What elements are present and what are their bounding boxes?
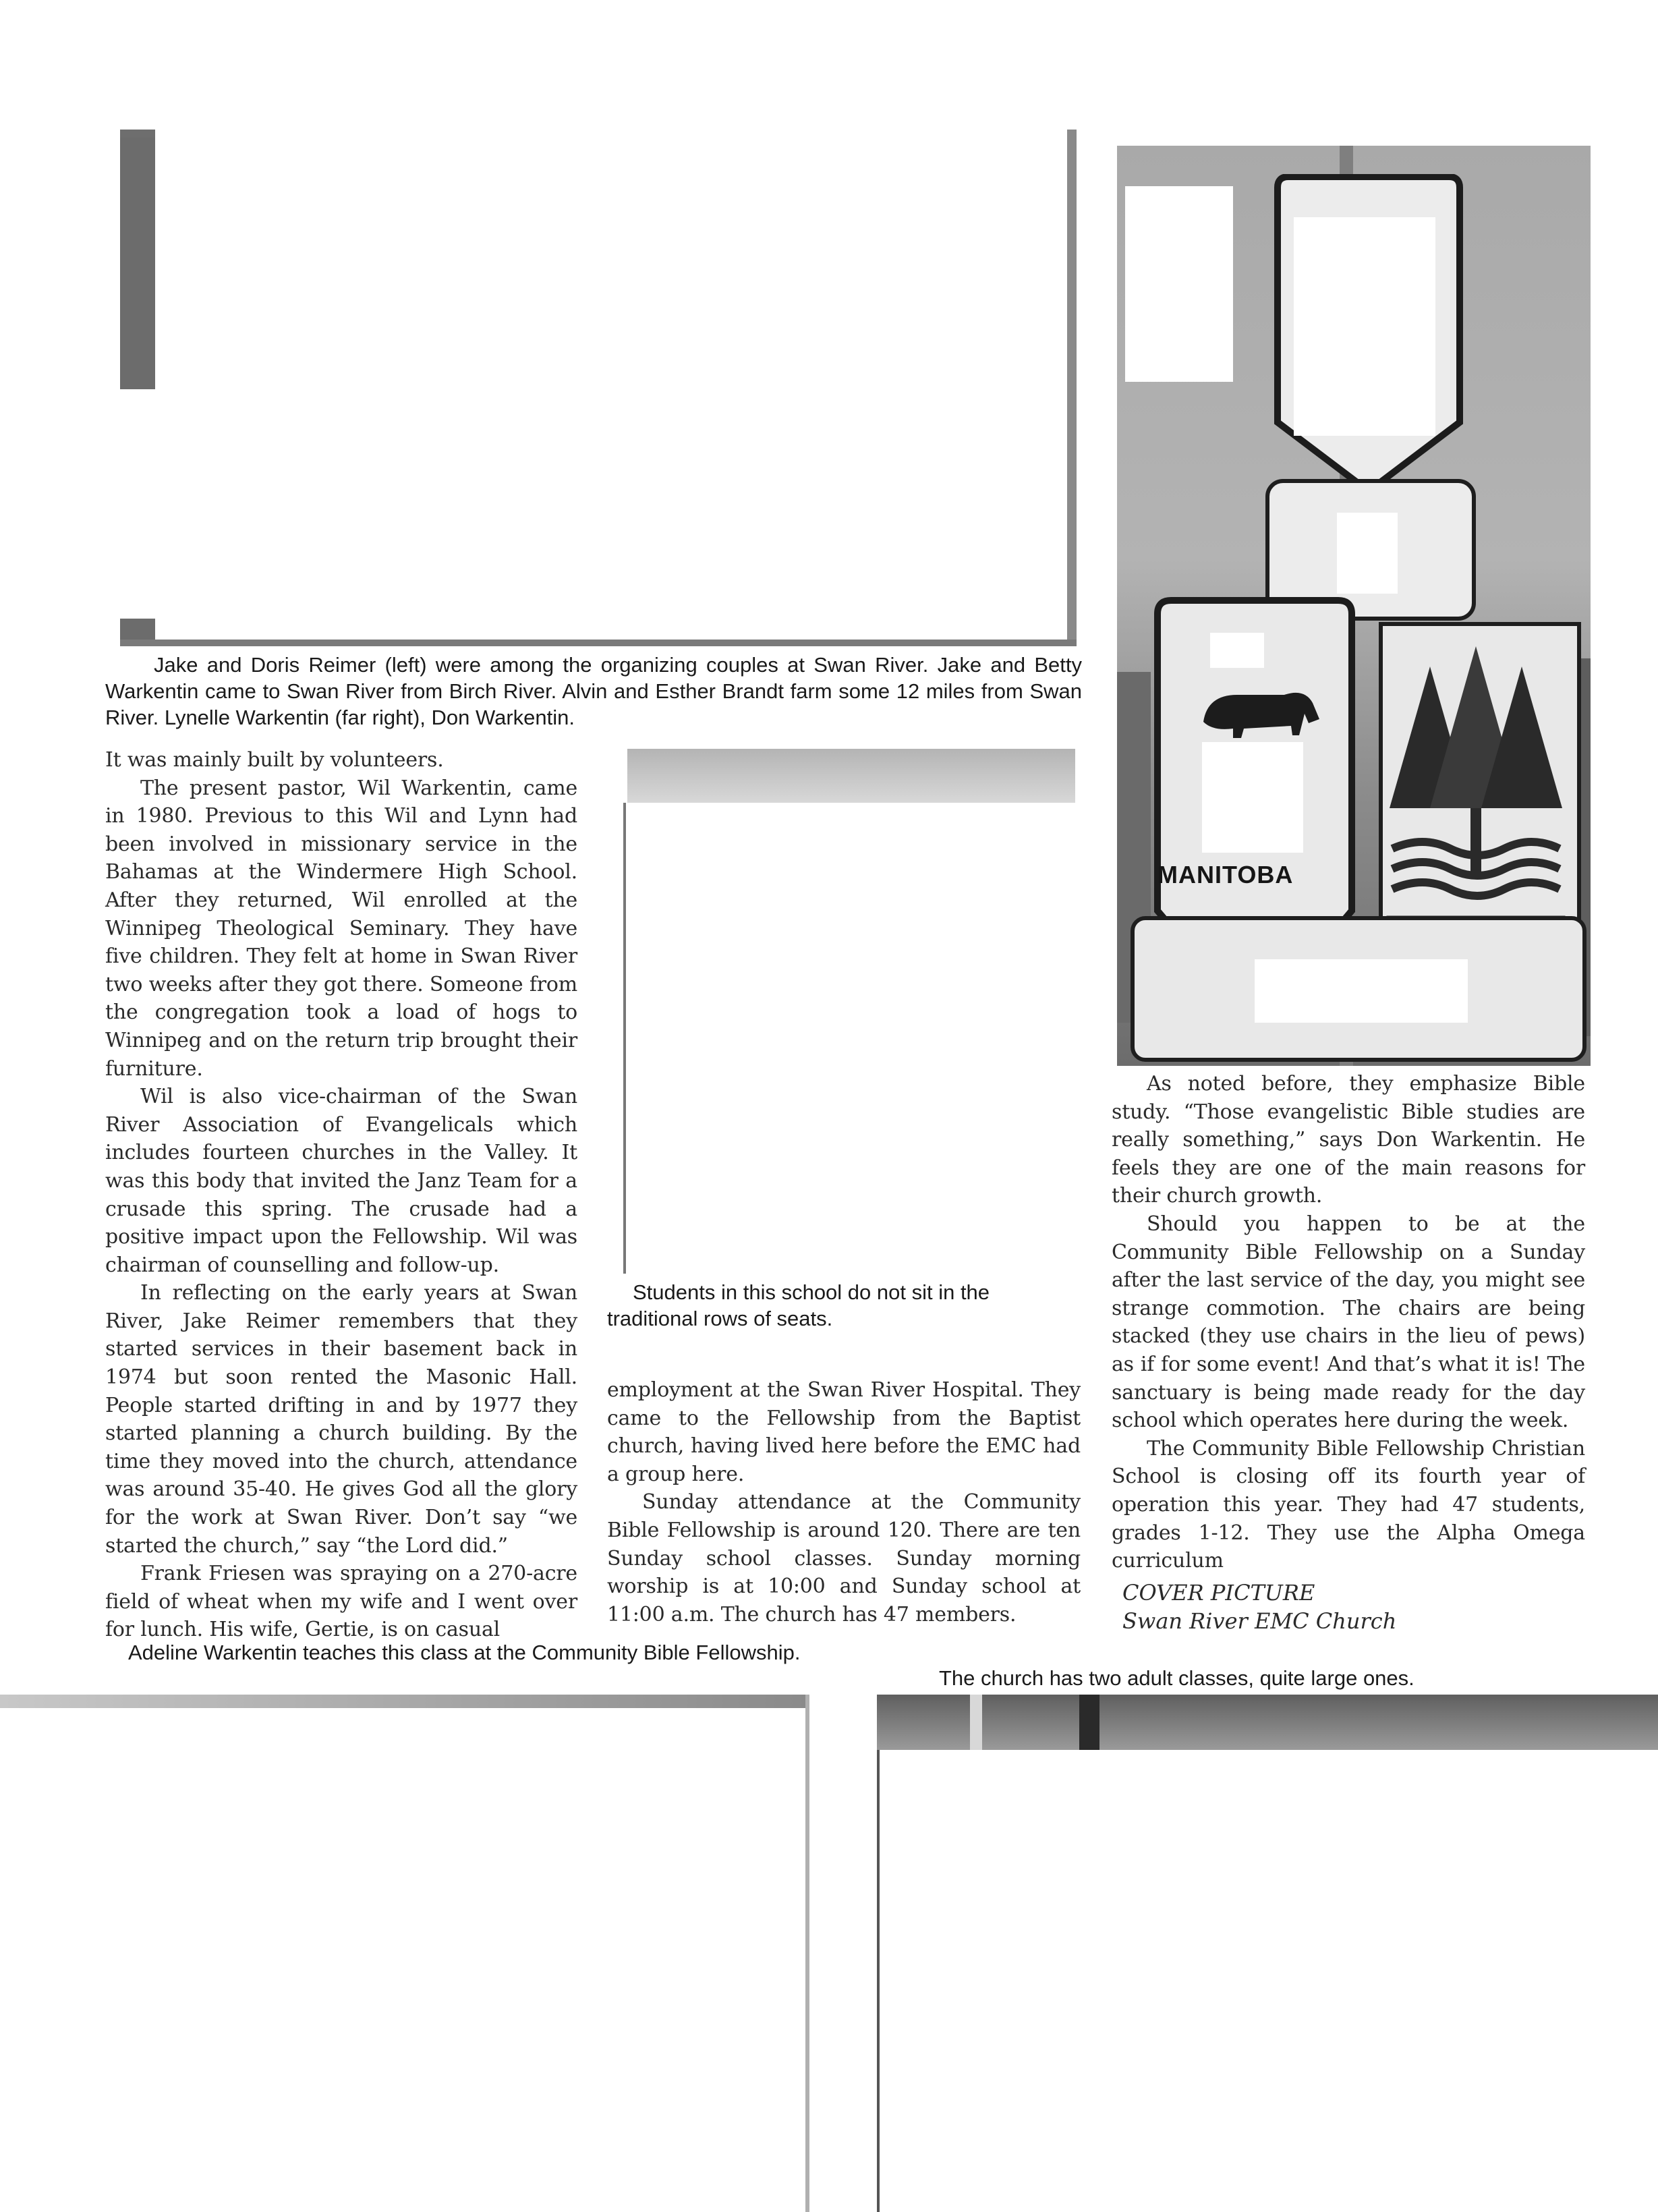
- article-column-middle: [607, 1376, 1081, 1628]
- paragraph: Sunday attendance at the Community Bible Fellowship is around 120. There are ten Sunday school classes. Sunday morning worship is at 10:00 and Sunday school at 11:00 a.m. The church has 47 members.: [607, 1490, 1081, 1626]
- article-column-left: [105, 746, 577, 1644]
- paragraph: The present pastor, Wil Warkentin, came in 1980. Previous to this Wil and Lynn had been involved in missionary service in the Bahamas at the Windermere High School. After they returned, Wil enrolled at the Winnipeg Theological Seminary. They have five children. They felt at home in Swan River two weeks after they got there. Someone from the congregation took a load of hogs to Winnipeg and on the return trip brought their furniture.: [105, 776, 577, 1081]
- photo-redacted-area: [1202, 742, 1303, 853]
- caption-text: Students in this school do not sit in the traditional rows of seats.: [607, 1280, 990, 1330]
- caption-text: The church has two adult classes, quite large ones.: [939, 1666, 1414, 1690]
- paragraph: In reflecting on the early years at Swan River, Jake Reimer remembers that they started services in their basement back in 1974 but soon rented the Masonic Hall. People started drifting in and by 1977 they started planning a church building. By the time they moved into the church, attendance was around 35-40. He gives God all the glory for the work at Swan River. Don’t say “we started the church,” say “the Lord did.”: [105, 1281, 577, 1558]
- paragraph: The Community Bible Fellowship Christian School is closing off its fourth year of operation this year. They had 47 students, grades 1-12. They use the Alpha Omega curriculum: [1112, 1436, 1585, 1573]
- photo-redacted-area: [1210, 633, 1264, 668]
- photo-edge: [1079, 1695, 1099, 1750]
- photo-edge: [0, 1695, 809, 1708]
- photo-students: [623, 749, 1079, 1274]
- caption-students-photo: [607, 1279, 1081, 1332]
- cover-picture-note: [1122, 1579, 1527, 1635]
- photo-redacted-area: [1125, 186, 1233, 382]
- photo-redacted-area: [1337, 513, 1398, 594]
- photo-edge: [120, 640, 1077, 646]
- photo-edge: [805, 1695, 809, 2212]
- cover-subtitle: Swan River EMC Church: [1122, 1608, 1397, 1634]
- photo-redacted-area: [120, 389, 155, 619]
- photo-redacted-area: [1255, 959, 1468, 1023]
- caption-church-photo: [939, 1665, 1627, 1691]
- article-column-right: [1112, 1070, 1585, 1575]
- paragraph: Frank Friesen was spraying on a 270-acre field of wheat when my wife and I went over for lunch. His wife, Gertie, is on casual: [105, 1562, 577, 1642]
- photo-adeline-class: [0, 1695, 809, 2212]
- photo-edge: [627, 749, 1075, 803]
- caption-adeline-photo: [103, 1639, 858, 1666]
- caption-text: Jake and Doris Reimer (left) were among the organizing couples at Swan River. Jake and Betty Warkentin came to Swan River from Birch River. Alvin and Esther Brandt farm some 12 miles from Swan River. Lynelle Warkentin (far right), Don Warkentin.: [105, 653, 1082, 729]
- manitoba-label: MANITOBA: [1157, 861, 1294, 888]
- paragraph: Wil is also vice-chairman of the Swan River Association of Evangelicals which includes fourteen churches in the Valley. It was this body that invited the Janz Team for a crusade this spring. The crusade had a positive impact upon the Fellowship. Wil was chairman of counselling and follow-up.: [105, 1085, 577, 1277]
- photo-edge: [970, 1695, 982, 1750]
- photo-adult-classes: [877, 1695, 1658, 2212]
- photo-edge: [1067, 130, 1077, 646]
- photo-reimer-couples: [120, 130, 1077, 646]
- photo-redacted-area: [1294, 217, 1435, 436]
- cover-heading: COVER PICTURE: [1122, 1580, 1315, 1606]
- photo-redacted-area: [155, 130, 1067, 640]
- paragraph: As noted before, they emphasize Bible study. “Those evangelistic Bible studies are really something,” says Don Warkentin. He feels they are one of the main reasons for their church growth.: [1112, 1072, 1585, 1208]
- paragraph: Should you happen to be at the Community Bible Fellowship on a Sunday after the last service of the day, you might see strange commotion. The chairs are being stacked (they use chairs in the lieu of pews) as if for some event! And that’s what it is! The sanctuary is being made ready for the day school which operates here during the week.: [1112, 1212, 1585, 1433]
- photo-road-signs: [1117, 146, 1591, 1066]
- paragraph: It was mainly built by volunteers.: [105, 748, 444, 772]
- caption-text: Adeline Warkentin teaches this class at the Community Bible Fellowship.: [128, 1641, 801, 1664]
- photo-redacted-area: [623, 803, 1079, 1274]
- photo-edge: [877, 1695, 1658, 1750]
- caption-top-photo: [105, 652, 1082, 731]
- photo-edge: [877, 1750, 880, 2212]
- paragraph: employment at the Swan River Hospital. They came to the Fellowship from the Baptist church, having lived here before the EMC had a group here.: [607, 1378, 1081, 1486]
